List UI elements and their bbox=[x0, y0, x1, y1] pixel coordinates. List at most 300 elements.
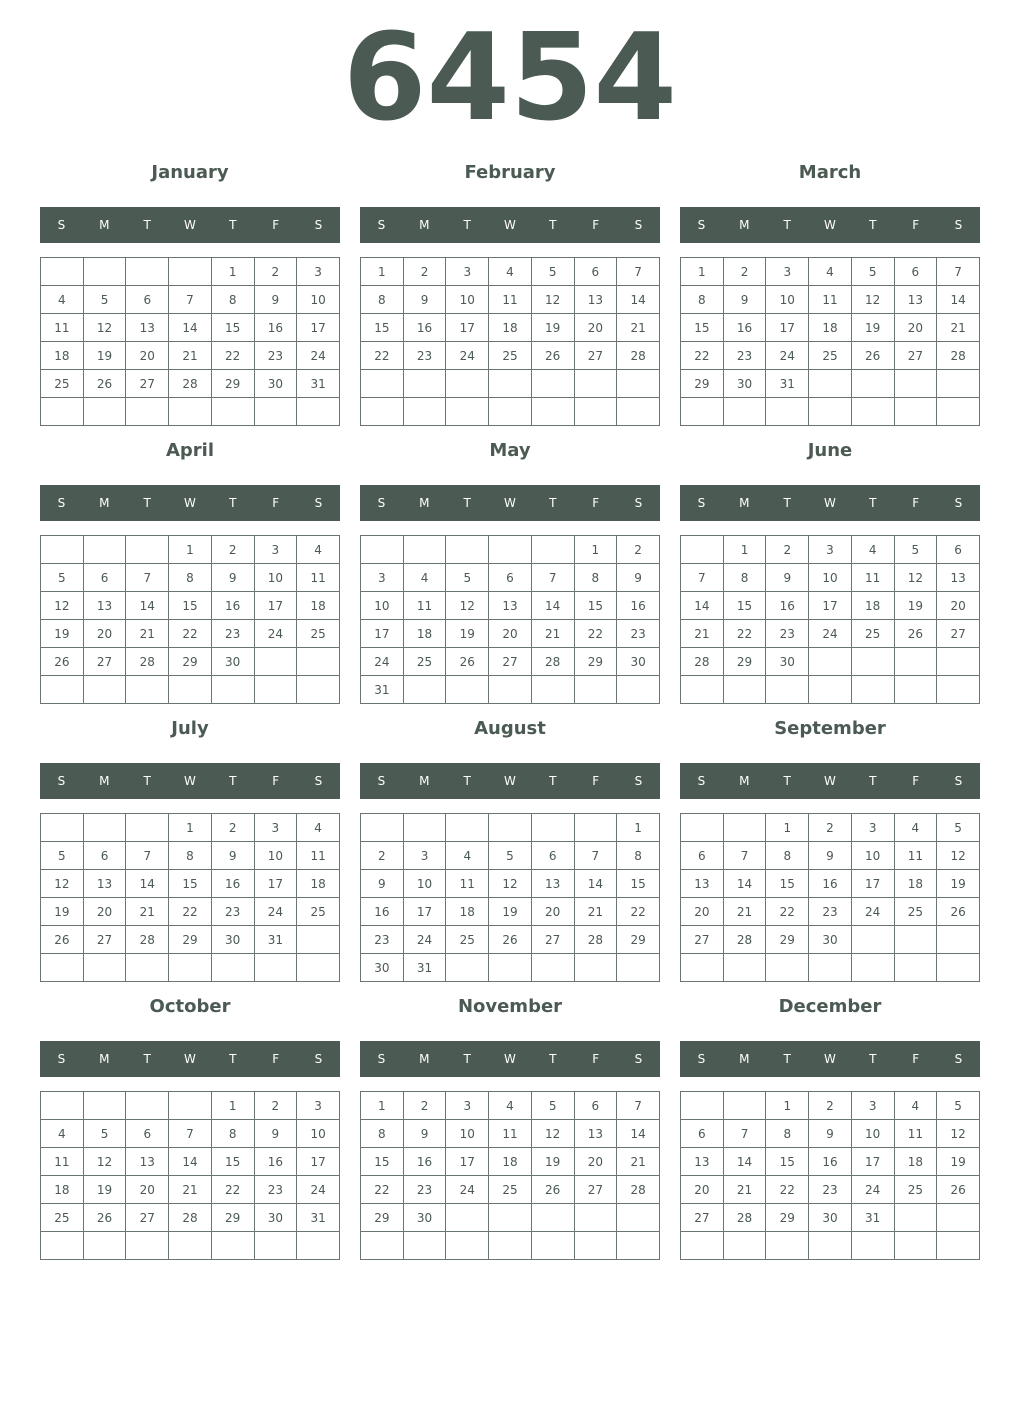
empty-day-cell bbox=[937, 676, 980, 704]
day-cell: 15 bbox=[211, 1148, 254, 1176]
empty-day-cell bbox=[489, 814, 532, 842]
weekday-label: W bbox=[504, 218, 516, 232]
day-cell: 25 bbox=[41, 1204, 84, 1232]
day-cell: 31 bbox=[403, 954, 446, 982]
day-cell: 29 bbox=[723, 648, 766, 676]
day-cell: 23 bbox=[723, 342, 766, 370]
day-cell: 17 bbox=[851, 1148, 894, 1176]
day-cell: 16 bbox=[403, 1148, 446, 1176]
week-row bbox=[681, 1232, 980, 1260]
empty-day-cell bbox=[851, 398, 894, 426]
week-row bbox=[41, 898, 340, 926]
weekday-label: T bbox=[229, 218, 237, 232]
day-cell: 26 bbox=[446, 648, 489, 676]
weekday-label: T bbox=[463, 1052, 471, 1066]
month-title: August bbox=[474, 718, 546, 739]
month-title: July bbox=[171, 718, 209, 739]
day-grid bbox=[680, 1091, 980, 1260]
day-cell: 2 bbox=[361, 842, 404, 870]
day-cell: 21 bbox=[681, 620, 724, 648]
weekday-label: T bbox=[869, 1052, 877, 1066]
empty-day-cell bbox=[723, 1092, 766, 1120]
day-cell: 7 bbox=[126, 564, 169, 592]
day-cell: 26 bbox=[851, 342, 894, 370]
week-row bbox=[41, 1120, 340, 1148]
day-cell: 21 bbox=[126, 898, 169, 926]
empty-day-cell bbox=[809, 1232, 852, 1260]
day-cell: 25 bbox=[894, 898, 937, 926]
week-row bbox=[361, 370, 660, 398]
day-cell: 5 bbox=[83, 1120, 126, 1148]
empty-day-cell bbox=[361, 398, 404, 426]
week-row bbox=[361, 286, 660, 314]
day-cell: 1 bbox=[766, 1092, 809, 1120]
day-cell: 13 bbox=[937, 564, 980, 592]
day-cell: 7 bbox=[617, 1092, 660, 1120]
empty-day-cell bbox=[361, 814, 404, 842]
empty-day-cell bbox=[766, 954, 809, 982]
day-cell: 13 bbox=[681, 870, 724, 898]
day-cell: 1 bbox=[211, 258, 254, 286]
day-cell: 20 bbox=[681, 1176, 724, 1204]
empty-day-cell bbox=[489, 536, 532, 564]
weekday-label: W bbox=[184, 774, 196, 788]
week-row bbox=[41, 676, 340, 704]
week-row bbox=[681, 620, 980, 648]
empty-day-cell bbox=[489, 398, 532, 426]
weekday-label: T bbox=[549, 1052, 557, 1066]
day-cell: 1 bbox=[574, 536, 617, 564]
empty-day-cell bbox=[574, 814, 617, 842]
week-row bbox=[41, 648, 340, 676]
day-cell: 2 bbox=[723, 258, 766, 286]
day-cell: 29 bbox=[766, 926, 809, 954]
day-cell: 18 bbox=[894, 1148, 937, 1176]
empty-day-cell bbox=[126, 814, 169, 842]
week-row bbox=[681, 1092, 980, 1120]
day-cell: 6 bbox=[937, 536, 980, 564]
weekday-label: W bbox=[504, 774, 516, 788]
day-cell: 12 bbox=[446, 592, 489, 620]
day-cell: 7 bbox=[723, 1120, 766, 1148]
day-cell: 6 bbox=[574, 1092, 617, 1120]
day-cell: 4 bbox=[894, 1092, 937, 1120]
weekday-label: S bbox=[314, 1052, 323, 1066]
day-cell: 15 bbox=[766, 870, 809, 898]
day-cell: 28 bbox=[617, 1176, 660, 1204]
day-cell: 6 bbox=[681, 842, 724, 870]
day-cell: 30 bbox=[723, 370, 766, 398]
day-cell: 21 bbox=[937, 314, 980, 342]
weekday-label: W bbox=[824, 496, 836, 510]
week-row bbox=[681, 898, 980, 926]
month-title: April bbox=[165, 440, 215, 461]
week-row bbox=[681, 564, 980, 592]
week-row bbox=[41, 814, 340, 842]
weekday-label: F bbox=[272, 496, 280, 510]
day-cell: 5 bbox=[83, 286, 126, 314]
day-cell: 17 bbox=[297, 1148, 340, 1176]
day-cell: 9 bbox=[723, 286, 766, 314]
day-cell: 29 bbox=[169, 926, 212, 954]
weekday-label: S bbox=[377, 218, 386, 232]
day-cell: 23 bbox=[254, 1176, 297, 1204]
day-cell: 7 bbox=[937, 258, 980, 286]
week-row bbox=[681, 258, 980, 286]
day-cell: 26 bbox=[83, 370, 126, 398]
day-cell: 23 bbox=[403, 342, 446, 370]
day-cell: 9 bbox=[403, 286, 446, 314]
day-cell: 19 bbox=[41, 898, 84, 926]
day-cell: 14 bbox=[531, 592, 574, 620]
empty-day-cell bbox=[446, 954, 489, 982]
day-cell: 5 bbox=[489, 842, 532, 870]
day-cell: 17 bbox=[851, 870, 894, 898]
week-row bbox=[41, 592, 340, 620]
day-cell: 8 bbox=[574, 564, 617, 592]
weekday-header bbox=[680, 1041, 980, 1077]
day-cell: 22 bbox=[617, 898, 660, 926]
day-cell: 25 bbox=[809, 342, 852, 370]
week-row bbox=[41, 926, 340, 954]
day-cell: 9 bbox=[809, 1120, 852, 1148]
week-row bbox=[681, 1120, 980, 1148]
year-title: 6454 bbox=[343, 9, 677, 148]
day-cell: 14 bbox=[617, 286, 660, 314]
empty-day-cell bbox=[126, 258, 169, 286]
empty-day-cell bbox=[723, 1232, 766, 1260]
empty-day-cell bbox=[83, 258, 126, 286]
day-grid bbox=[360, 813, 660, 982]
day-cell: 3 bbox=[297, 1092, 340, 1120]
empty-day-cell bbox=[41, 1092, 84, 1120]
day-cell: 23 bbox=[766, 620, 809, 648]
weekday-label: F bbox=[912, 218, 920, 232]
week-row bbox=[361, 842, 660, 870]
day-cell: 16 bbox=[766, 592, 809, 620]
day-cell: 6 bbox=[83, 564, 126, 592]
weekday-label: M bbox=[99, 1052, 110, 1066]
month-title: March bbox=[798, 162, 862, 183]
week-row bbox=[41, 1092, 340, 1120]
day-cell: 5 bbox=[446, 564, 489, 592]
empty-day-cell bbox=[126, 1232, 169, 1260]
day-cell: 30 bbox=[617, 648, 660, 676]
day-cell: 24 bbox=[446, 342, 489, 370]
day-cell: 20 bbox=[83, 620, 126, 648]
weekday-label: S bbox=[377, 1052, 386, 1066]
day-cell: 19 bbox=[489, 898, 532, 926]
day-cell: 24 bbox=[851, 898, 894, 926]
day-cell: 5 bbox=[937, 1092, 980, 1120]
weekday-label: T bbox=[143, 496, 151, 510]
day-cell: 3 bbox=[403, 842, 446, 870]
empty-day-cell bbox=[489, 1204, 532, 1232]
empty-day-cell bbox=[531, 1204, 574, 1232]
day-cell: 26 bbox=[937, 1176, 980, 1204]
day-cell: 12 bbox=[531, 286, 574, 314]
day-cell: 16 bbox=[617, 592, 660, 620]
day-cell: 13 bbox=[83, 870, 126, 898]
empty-day-cell bbox=[126, 954, 169, 982]
empty-day-cell bbox=[361, 536, 404, 564]
empty-day-cell bbox=[894, 1232, 937, 1260]
day-grid bbox=[40, 813, 340, 982]
week-row bbox=[681, 648, 980, 676]
weekday-label: S bbox=[697, 774, 706, 788]
empty-day-cell bbox=[169, 258, 212, 286]
weekday-label: T bbox=[229, 774, 237, 788]
day-cell: 3 bbox=[446, 258, 489, 286]
weekday-header bbox=[680, 763, 980, 799]
empty-day-cell bbox=[254, 1232, 297, 1260]
day-grid bbox=[40, 535, 340, 704]
day-cell: 31 bbox=[361, 676, 404, 704]
day-cell: 20 bbox=[489, 620, 532, 648]
day-cell: 28 bbox=[126, 648, 169, 676]
day-cell: 11 bbox=[489, 286, 532, 314]
empty-day-cell bbox=[574, 1232, 617, 1260]
week-row bbox=[681, 1176, 980, 1204]
day-cell: 22 bbox=[681, 342, 724, 370]
week-row bbox=[361, 314, 660, 342]
day-cell: 2 bbox=[809, 1092, 852, 1120]
weekday-label: S bbox=[954, 774, 963, 788]
day-cell: 20 bbox=[531, 898, 574, 926]
day-cell: 14 bbox=[937, 286, 980, 314]
day-cell: 12 bbox=[489, 870, 532, 898]
day-cell: 18 bbox=[809, 314, 852, 342]
day-cell: 27 bbox=[126, 1204, 169, 1232]
weekday-label: S bbox=[954, 1052, 963, 1066]
empty-day-cell bbox=[681, 814, 724, 842]
day-cell: 14 bbox=[723, 870, 766, 898]
day-cell: 25 bbox=[403, 648, 446, 676]
weekday-header bbox=[40, 207, 340, 243]
day-cell: 27 bbox=[937, 620, 980, 648]
weekday-label: S bbox=[314, 774, 323, 788]
day-cell: 19 bbox=[937, 870, 980, 898]
weekday-label: S bbox=[57, 774, 66, 788]
day-cell: 10 bbox=[297, 286, 340, 314]
day-cell: 13 bbox=[489, 592, 532, 620]
day-cell: 12 bbox=[937, 842, 980, 870]
weekday-label: T bbox=[143, 218, 151, 232]
weekday-header bbox=[680, 485, 980, 521]
week-row bbox=[361, 1232, 660, 1260]
day-cell: 8 bbox=[723, 564, 766, 592]
week-row bbox=[681, 286, 980, 314]
empty-day-cell bbox=[617, 676, 660, 704]
weekday-label: M bbox=[99, 496, 110, 510]
day-cell: 19 bbox=[531, 1148, 574, 1176]
empty-day-cell bbox=[489, 676, 532, 704]
week-row bbox=[681, 398, 980, 426]
empty-day-cell bbox=[169, 398, 212, 426]
weekday-label: W bbox=[184, 496, 196, 510]
weekday-label: T bbox=[783, 496, 791, 510]
day-cell: 11 bbox=[894, 1120, 937, 1148]
day-cell: 5 bbox=[937, 814, 980, 842]
day-cell: 29 bbox=[361, 1204, 404, 1232]
day-cell: 28 bbox=[169, 370, 212, 398]
day-cell: 18 bbox=[41, 342, 84, 370]
weekday-label: W bbox=[184, 218, 196, 232]
day-cell: 2 bbox=[403, 258, 446, 286]
day-cell: 9 bbox=[254, 1120, 297, 1148]
day-cell: 15 bbox=[617, 870, 660, 898]
empty-day-cell bbox=[723, 954, 766, 982]
day-grid bbox=[360, 1091, 660, 1260]
day-cell: 27 bbox=[894, 342, 937, 370]
day-cell: 16 bbox=[361, 898, 404, 926]
week-row bbox=[41, 1148, 340, 1176]
day-cell: 13 bbox=[83, 592, 126, 620]
day-cell: 18 bbox=[446, 898, 489, 926]
empty-day-cell bbox=[403, 676, 446, 704]
day-cell: 15 bbox=[361, 1148, 404, 1176]
day-cell: 7 bbox=[681, 564, 724, 592]
week-row bbox=[41, 620, 340, 648]
day-cell: 22 bbox=[211, 342, 254, 370]
empty-day-cell bbox=[83, 398, 126, 426]
empty-day-cell bbox=[894, 926, 937, 954]
day-cell: 8 bbox=[361, 286, 404, 314]
day-cell: 9 bbox=[254, 286, 297, 314]
day-cell: 19 bbox=[83, 1176, 126, 1204]
day-cell: 6 bbox=[894, 258, 937, 286]
empty-day-cell bbox=[723, 676, 766, 704]
day-cell: 15 bbox=[361, 314, 404, 342]
empty-day-cell bbox=[531, 536, 574, 564]
day-cell: 1 bbox=[681, 258, 724, 286]
day-cell: 8 bbox=[681, 286, 724, 314]
empty-day-cell bbox=[297, 1232, 340, 1260]
weekday-label: M bbox=[739, 496, 750, 510]
day-cell: 17 bbox=[297, 314, 340, 342]
empty-day-cell bbox=[41, 258, 84, 286]
day-grid bbox=[40, 257, 340, 426]
empty-day-cell bbox=[41, 536, 84, 564]
day-cell: 30 bbox=[361, 954, 404, 982]
day-cell: 12 bbox=[41, 870, 84, 898]
day-cell: 30 bbox=[403, 1204, 446, 1232]
month-title: November bbox=[457, 996, 563, 1017]
day-cell: 17 bbox=[403, 898, 446, 926]
empty-day-cell bbox=[169, 676, 212, 704]
week-row bbox=[361, 1204, 660, 1232]
empty-day-cell bbox=[361, 1232, 404, 1260]
empty-day-cell bbox=[446, 814, 489, 842]
week-row bbox=[361, 398, 660, 426]
day-cell: 25 bbox=[489, 1176, 532, 1204]
day-cell: 28 bbox=[681, 648, 724, 676]
empty-day-cell bbox=[766, 676, 809, 704]
day-cell: 3 bbox=[361, 564, 404, 592]
empty-day-cell bbox=[446, 398, 489, 426]
empty-day-cell bbox=[809, 370, 852, 398]
day-cell: 25 bbox=[297, 898, 340, 926]
week-row bbox=[681, 592, 980, 620]
empty-day-cell bbox=[41, 814, 84, 842]
empty-day-cell bbox=[574, 954, 617, 982]
day-cell: 31 bbox=[297, 1204, 340, 1232]
week-row bbox=[361, 1148, 660, 1176]
weekday-label: S bbox=[634, 218, 643, 232]
day-cell: 31 bbox=[297, 370, 340, 398]
empty-day-cell bbox=[297, 398, 340, 426]
day-cell: 8 bbox=[766, 842, 809, 870]
day-cell: 14 bbox=[126, 870, 169, 898]
empty-day-cell bbox=[681, 1092, 724, 1120]
day-cell: 28 bbox=[574, 926, 617, 954]
day-cell: 5 bbox=[851, 258, 894, 286]
empty-day-cell bbox=[211, 398, 254, 426]
day-cell: 2 bbox=[211, 536, 254, 564]
day-cell: 3 bbox=[851, 1092, 894, 1120]
week-row bbox=[361, 536, 660, 564]
day-cell: 30 bbox=[211, 926, 254, 954]
day-cell: 17 bbox=[361, 620, 404, 648]
empty-day-cell bbox=[574, 676, 617, 704]
day-cell: 12 bbox=[894, 564, 937, 592]
empty-day-cell bbox=[489, 954, 532, 982]
day-cell: 21 bbox=[723, 1176, 766, 1204]
day-cell: 26 bbox=[489, 926, 532, 954]
week-row bbox=[361, 648, 660, 676]
day-cell: 18 bbox=[851, 592, 894, 620]
week-row bbox=[41, 870, 340, 898]
empty-day-cell bbox=[41, 676, 84, 704]
empty-day-cell bbox=[617, 954, 660, 982]
day-cell: 6 bbox=[83, 842, 126, 870]
empty-day-cell bbox=[446, 1232, 489, 1260]
weekday-label: T bbox=[463, 774, 471, 788]
week-row bbox=[361, 1120, 660, 1148]
day-cell: 20 bbox=[126, 1176, 169, 1204]
empty-day-cell bbox=[403, 1232, 446, 1260]
day-cell: 5 bbox=[41, 842, 84, 870]
week-row bbox=[361, 676, 660, 704]
weekday-label: S bbox=[57, 1052, 66, 1066]
day-cell: 7 bbox=[574, 842, 617, 870]
day-cell: 4 bbox=[297, 814, 340, 842]
day-cell: 24 bbox=[851, 1176, 894, 1204]
empty-day-cell bbox=[937, 648, 980, 676]
day-cell: 7 bbox=[531, 564, 574, 592]
weekday-label: F bbox=[592, 1052, 600, 1066]
week-row bbox=[681, 370, 980, 398]
day-cell: 10 bbox=[446, 286, 489, 314]
empty-day-cell bbox=[531, 676, 574, 704]
day-cell: 3 bbox=[809, 536, 852, 564]
week-row bbox=[361, 954, 660, 982]
empty-day-cell bbox=[126, 536, 169, 564]
day-cell: 25 bbox=[894, 1176, 937, 1204]
day-cell: 5 bbox=[894, 536, 937, 564]
day-cell: 20 bbox=[937, 592, 980, 620]
day-cell: 10 bbox=[361, 592, 404, 620]
day-cell: 31 bbox=[766, 370, 809, 398]
day-cell: 16 bbox=[403, 314, 446, 342]
day-cell: 26 bbox=[937, 898, 980, 926]
day-cell: 25 bbox=[489, 342, 532, 370]
empty-day-cell bbox=[83, 536, 126, 564]
week-row bbox=[361, 1176, 660, 1204]
day-cell: 13 bbox=[574, 1120, 617, 1148]
weekday-header bbox=[40, 763, 340, 799]
week-row bbox=[681, 814, 980, 842]
